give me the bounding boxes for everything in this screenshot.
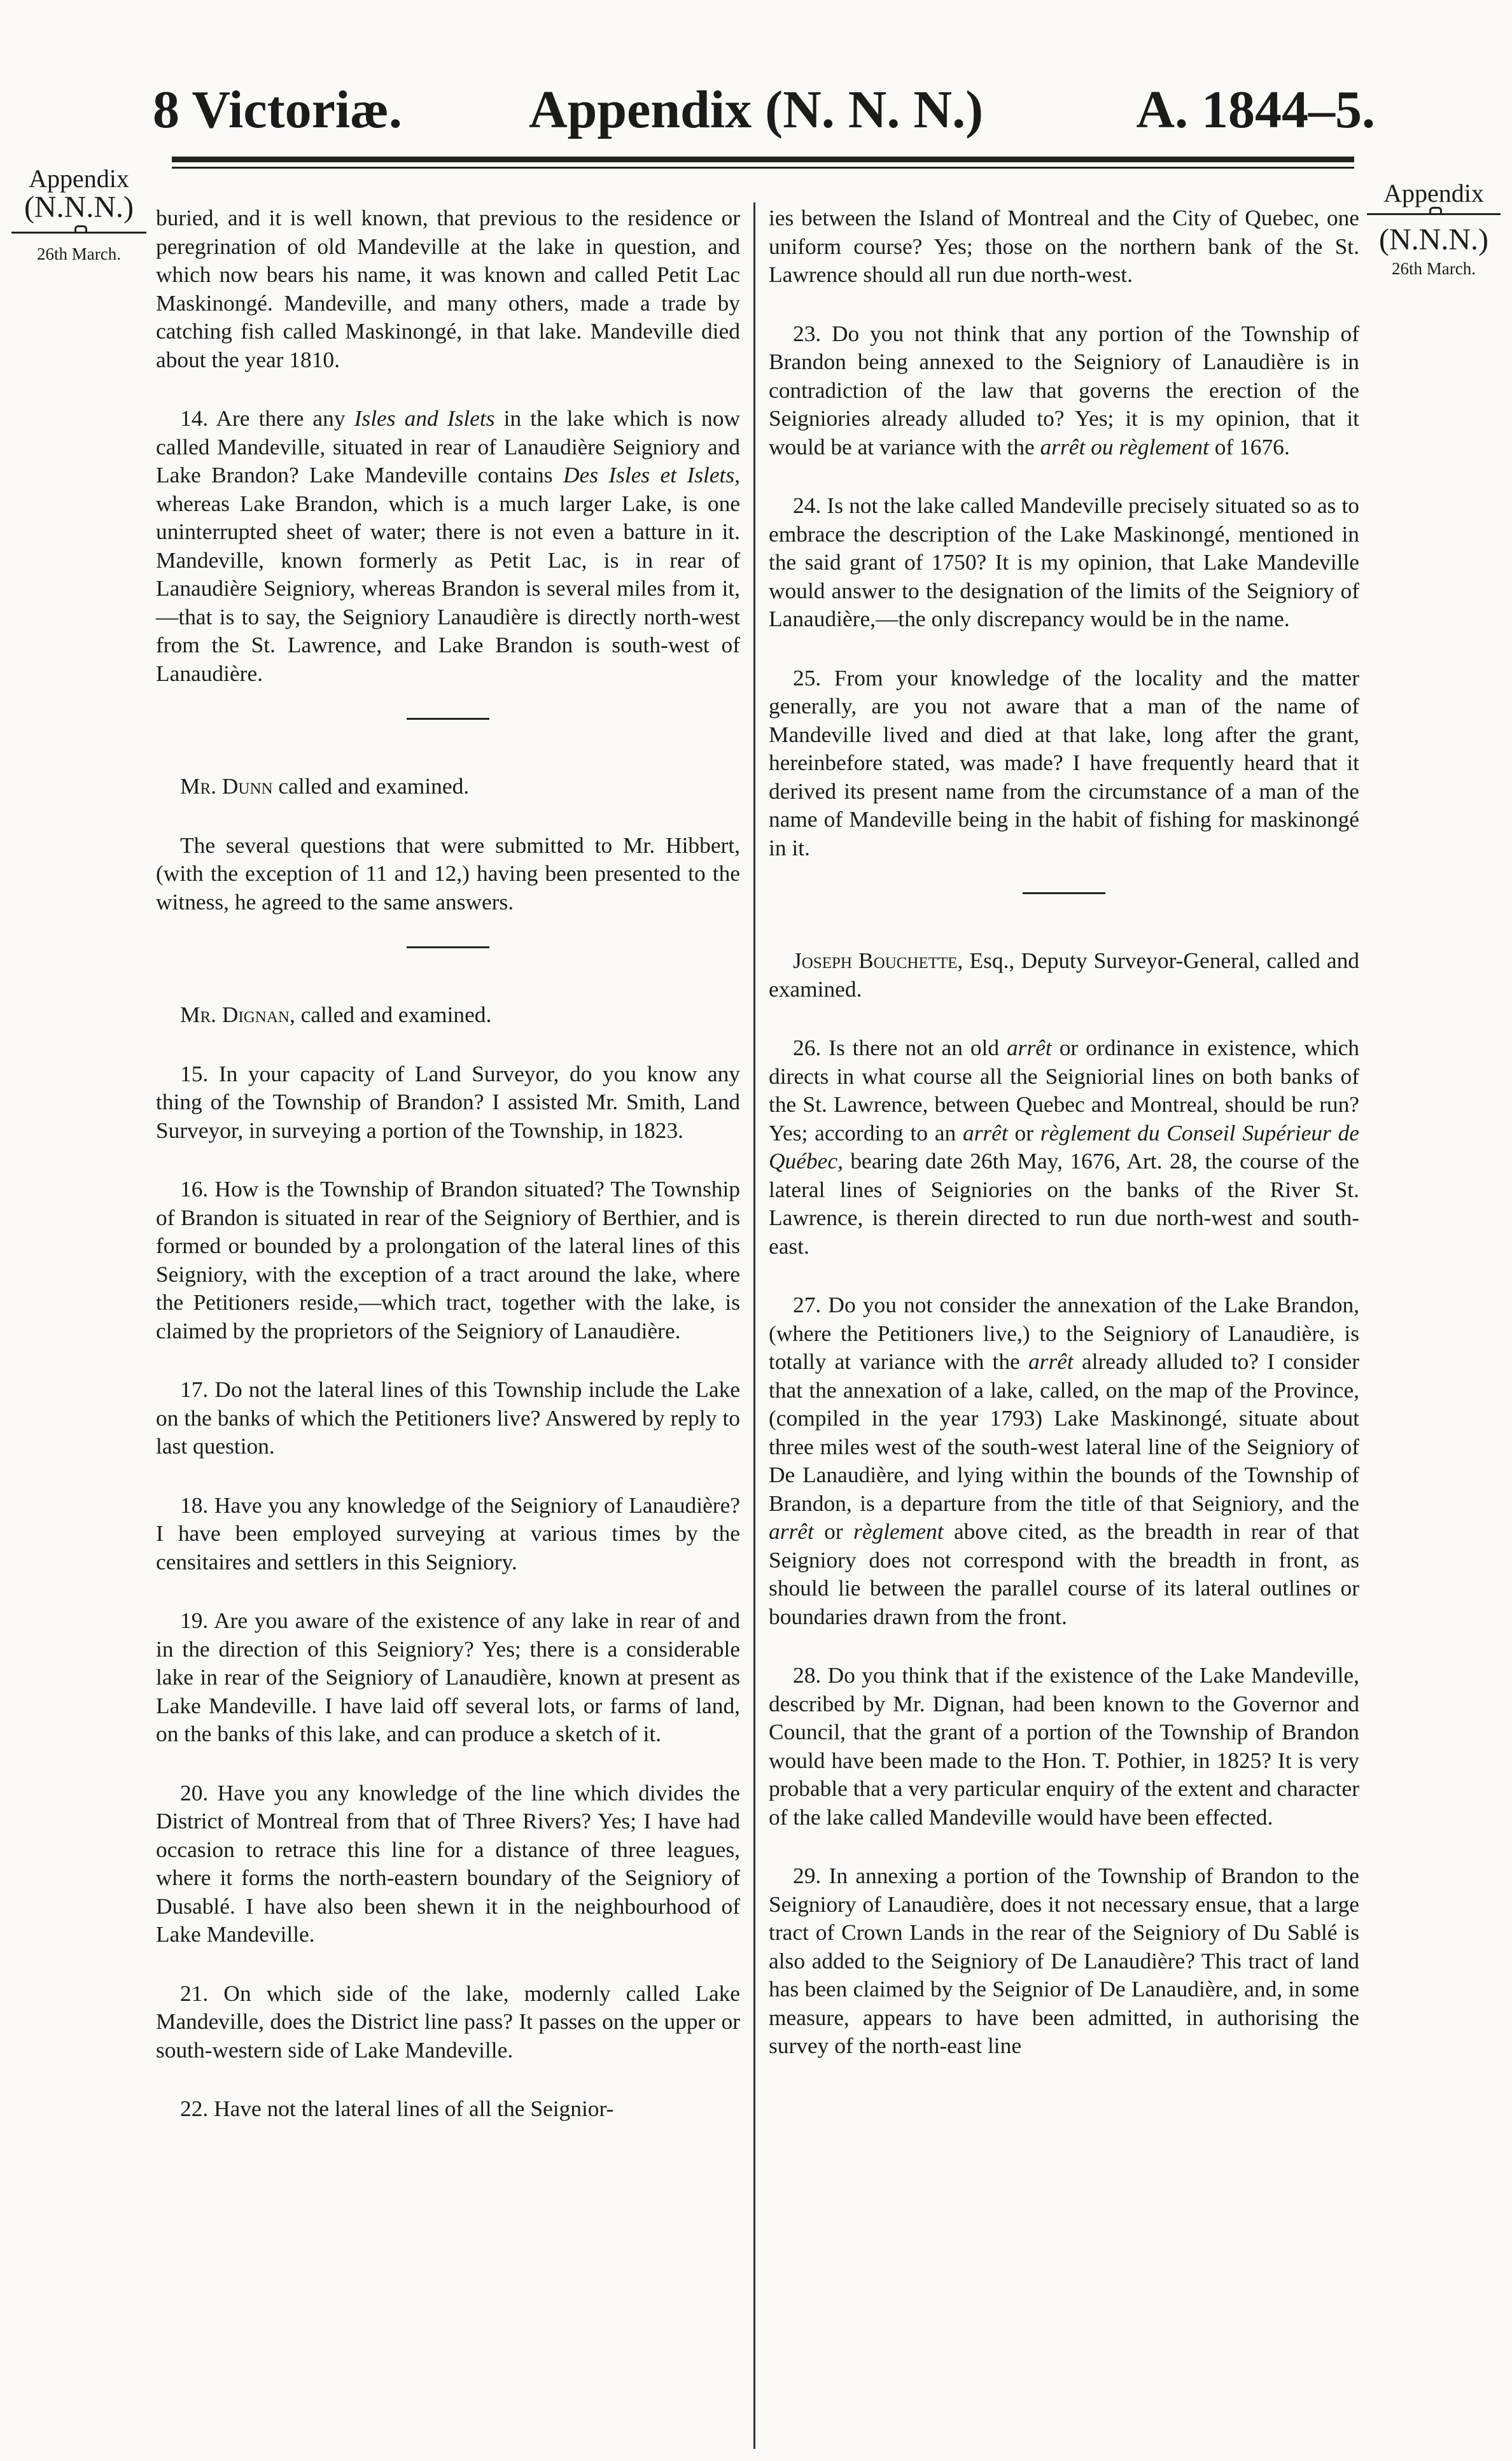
left-margin-note bbox=[6, 164, 151, 266]
question-22: 22. Have not the lateral lines of all the Seignior- bbox=[180, 2096, 614, 2121]
continued-paragraph: ies between the Island of Montreal and the City of Quebec, one uniform course? Yes; those on the northern bank of the St. Lawrence should all run due north-west. bbox=[769, 205, 1359, 287]
margin-appendix-label: Appendix bbox=[1383, 179, 1484, 207]
margin-appendix-code: (N.N.N.) bbox=[24, 190, 134, 224]
margin-date: 26th March. bbox=[37, 244, 121, 263]
margin-brace-icon bbox=[6, 224, 151, 242]
question-20: 20. Have you any knowledge of the line which divides the District of Montreal from that of Three Rivers? Yes; I have had occasion to retrace this line for a distance of three leagues, where it forms the north-eastern boundary of the Seigniory of Dusablé. I have also been shewn it in the neighbourhood of Lake Mandeville. bbox=[156, 1779, 740, 1947]
witness-heading-bouchette: Joseph Bouchette, Esq., Deputy Surveyor-General, called and examined. bbox=[769, 948, 1360, 1002]
section-divider bbox=[407, 718, 489, 720]
running-head-year: A. 1844–5. bbox=[1136, 80, 1375, 139]
question-14: 14. Are there any Isles and Islets in the lake which is now called Mandeville, situated in rear of Lanaudière Seigniory and Lake Brandon? Lake Mandeville contains Des Isles et Islets, whereas Lake Brandon, which is a much larger Lake, is one uninterrupted sheet of water; there is not even a batture in it. Mandeville, known formerly as Petit Lac, is in rear of Lanaudière Seigniory, whereas Brandon is several miles from it,—that is to say, the Seigniory Lanaudière is directly north-west from the St. Lawrence, and Lake Brandon is south-west of Lanaudière. bbox=[156, 405, 741, 686]
question-16: 16. How is the Township of Brandon situated? The Township of Brandon is situated in rear of the Seigniory of Berthier, and is formed or bounded by a prolongation of the lateral lines of this Seigniory, with the exception of a tract around the lake, where the Petitioners reside,—which tract, together with the lake, is claimed by the proprietors of the Seigniory of Lanaudière. bbox=[156, 1176, 740, 1343]
question-28: 28. Do you think that if the existence of the Lake Mandeville, described by Mr. Dignan, had been known to the Governor and Council, that the grant of a portion of the Township of Brandon would have been made to the Hon. T. Pothier, in 1825? It is very probable that a very particular enquiry of the extent and character of the lake called Mandeville would have been effected. bbox=[769, 1662, 1359, 1830]
question-21: 21. On which side of the lake, modernly called Lake Mandeville, does the District line pass? It passes on the upper or south-western side of Lake Mandeville. bbox=[156, 1980, 740, 2063]
witness-heading-dignan: Mr. Dignan, called and examined. bbox=[180, 1002, 492, 1027]
section-divider bbox=[1023, 892, 1105, 894]
question-29: 29. In annexing a portion of the Township of Brandon to the Seigniory of Lanaudière, does it not necessary ensue, that a large tract of Crown Lands in the rear of the Seigniory of Du Sablé is also added to the Seigniory of De Lanaudière? This tract of land has been claimed by the Seignior of De Lanaudière, and, in some measure, appears to have been admitted, in authorising the survey of the north-east line bbox=[769, 1863, 1359, 2058]
margin-appendix-label: Appendix bbox=[29, 164, 129, 193]
right-column bbox=[769, 204, 1359, 2091]
left-column bbox=[156, 204, 740, 2154]
question-15: 15. In your capacity of Land Surveyor, do you know any thing of the Township of Brandon? I assisted Mr. Smith, Land Surveyor, in surveying a portion of the Township, in 1823. bbox=[156, 1060, 740, 1143]
witness-heading-dunn: Mr. Dunn called and examined. bbox=[180, 773, 470, 799]
margin-date: 26th March. bbox=[1392, 259, 1476, 278]
question-27: 27. Do you not consider the annexation of the Lake Brandon, (where the Petitioners live,) to the Seigniory of Lanaudière, is totally at variance with the arrêt already alluded to? I consider that the annexation of a lake, called, on the map of the Province, (compiled in the year 1793) Lake Maskinongé, situate about three miles west of the south-west lateral line of the Seigniory of De Lanaudière, and lying within the bounds of the Township of Brandon, is a departure from the title of that Seigniory, and the arrêt or règlement above cited, as the breadth in rear of that Seigniory does not correspond with the breadth in front, as should lie between the parallel course of its lateral outlines or boundaries drawn from the front. bbox=[769, 1292, 1359, 1629]
question-19: 19. Are you aware of the existence of any lake in rear of and in the direction of this Seigniory? Yes; there is a considerable lake in rear of the Seigniory of Lanaudière, known at present as Lake Mandeville. I have laid off several lots, or farms of land, on the banks of this lake, and can produce a sketch of it. bbox=[156, 1608, 740, 1746]
dunn-testimony: The several questions that were submitted to Mr. Hibbert, (with the exception of 11 and 12,) having been presented to the witness, he agreed to the same answers. bbox=[156, 832, 740, 915]
running-head-title: Appendix (N. N. N.) bbox=[528, 80, 984, 139]
question-26: 26. Is there not an old arrêt or ordinance in existence, which directs in what course all the Seigniorial lines on both banks of the St. Lawrence, between Quebec and Montreal, should be run? Yes; according to an arrêt or règlement du Conseil Supérieur de Québec, bearing date 26th May, 1676, Art. 28, the course of the lateral lines of Seigniories on the banks of the River St. Lawrence, is therein directed to run due north-west and south-east. bbox=[769, 1035, 1359, 1259]
column-separator bbox=[753, 202, 755, 2449]
right-margin-note bbox=[1362, 181, 1506, 281]
question-24: 24. Is not the lake called Mandeville precisely situated so as to embrace the description of the Lake Maskinongé, mentioned in the said grant of 1750? It is my opinion, that Lake Mandeville would answer to the designation of the limits of the Seigniory of Lanaudière,—the only discrepancy would be in the name. bbox=[769, 493, 1359, 631]
question-25: 25. From your knowledge of the locality and the matter generally, are you not aware that a man of the name of Mandeville lived and died at that lake, long after the grant, hereinbefore stated, was made? I have frequently heard that it derived its present name from the circumstance of a man of the name of Mandeville being in the habit of fishing for maskinongé in it. bbox=[769, 664, 1359, 860]
margin-brace-icon bbox=[1362, 206, 1506, 223]
section-divider bbox=[407, 946, 489, 948]
continued-paragraph: buried, and it is well known, that previous to the residence or peregrination of old Mandeville at the lake in question, and which now bears his name, it was known and called Petit Lac Maskinongé. Mandeville, and many others, made a trade by catching fish called Maskinongé, in that lake. Mandeville died about the year 1810. bbox=[156, 205, 740, 372]
header-rule-thin bbox=[172, 167, 1354, 169]
margin-appendix-code: (N.N.N.) bbox=[1379, 223, 1488, 256]
header-rule-thick bbox=[172, 157, 1354, 162]
question-18: 18. Have you any knowledge of the Seigniory of Lanaudière? I have been employed surveying at various times by the censitaires and settlers in this Seigniory. bbox=[156, 1492, 740, 1574]
question-23: 23. Do you not think that any portion of the Township of Brandon being annexed to the Seigniory of Lanaudière is in contradiction of the law that governs the erection of the Seigniories already alluded to? Yes; it is my opinion, that it would be at variance with the arrêt ou règlement of 1676. bbox=[769, 320, 1359, 459]
question-17: 17. Do not the lateral lines of this Township include the Lake on the banks of which the Petitioners live? Answered by reply to last question. bbox=[156, 1377, 740, 1459]
running-head-session: 8 Victoriæ. bbox=[153, 80, 402, 139]
